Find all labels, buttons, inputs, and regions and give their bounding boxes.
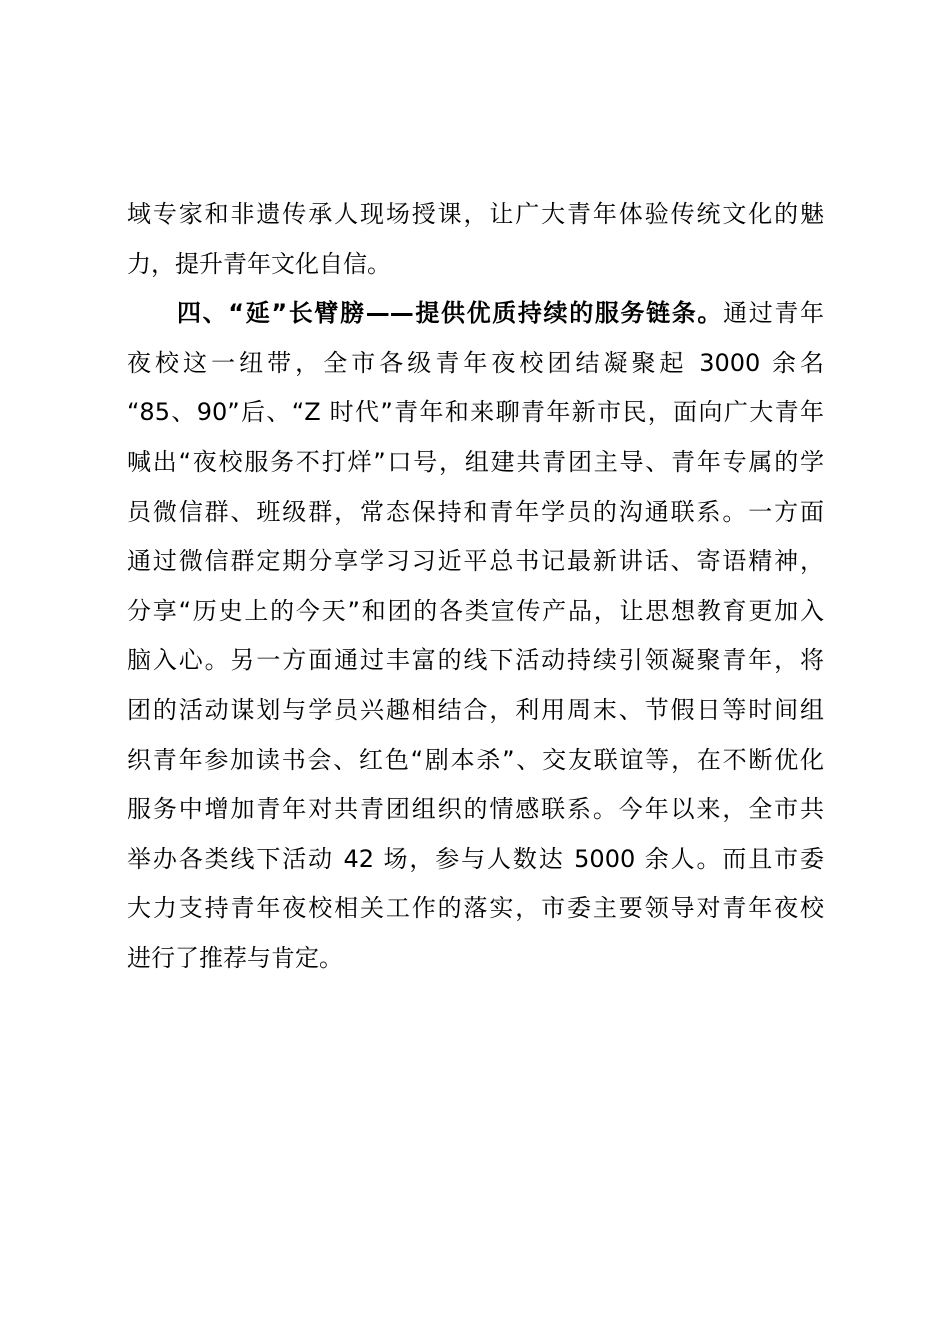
body-line: 举办各类线下活动 42 场，参与人数达 5000 余人。而且市委: [127, 844, 824, 873]
body-line: 通过微信群定期分享学习习近平总书记最新讲话、寄语精神，: [127, 547, 824, 576]
body-line: 大力支持青年夜校相关工作的落实，市委主要领导对青年夜校: [127, 894, 824, 923]
body-text: 通过青年: [723, 299, 825, 328]
section-heading-line: [127, 289, 824, 339]
body-line: 员微信群、班级群，常态保持和青年学员的沟通联系。一方面: [127, 497, 824, 526]
body-line: 进行了推荐与肯定。: [127, 943, 343, 972]
document-body: [127, 190, 824, 984]
body-line: 分享“历史上的今天”和团的各类宣传产品，让思想教育更加入: [127, 596, 824, 625]
body-line: 脑入心。另一方面通过丰富的线下活动持续引领凝聚青年，将: [127, 646, 824, 675]
body-line: 团的活动谋划与学员兴趣相结合，利用周末、节假日等时间组: [127, 695, 824, 724]
body-line: “85、90”后、“Z 时代”青年和来聊青年新市民，面向广大青年: [127, 398, 824, 427]
body-line: 夜校这一纽带，全市各级青年夜校团结凝聚起 3000 余名: [127, 348, 824, 377]
body-line: 力，提升青年文化自信。: [127, 249, 391, 278]
paragraph-section-four: [127, 289, 824, 983]
paragraph-continuation: [127, 190, 824, 289]
body-line: 域专家和非遗传承人现场授课，让广大青年体验传统文化的魅: [127, 200, 824, 228]
body-line: 服务中增加青年对共青团组织的情感联系。今年以来，全市共: [127, 795, 824, 824]
body-line: 织青年参加读书会、红色“剧本杀”、交友联谊等，在不断优化: [127, 745, 824, 774]
section-heading: 四、“延”长臂膀——提供优质持续的服务链条。: [177, 299, 724, 328]
body-line: 喊出“夜校服务不打烊”口号，组建共青团主导、青年专属的学: [127, 447, 824, 476]
